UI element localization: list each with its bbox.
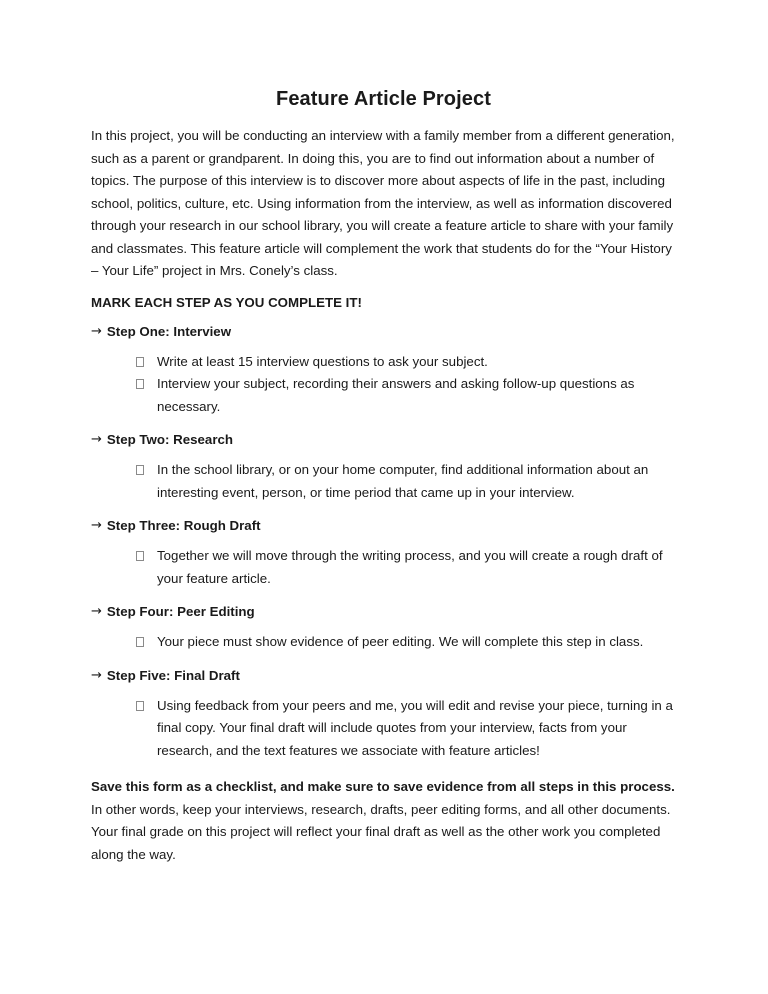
arrow-right-icon: → (91, 604, 102, 619)
step-heading (91, 432, 676, 447)
task-text: Write at least 15 interview questions to ask your subject. (157, 353, 488, 369)
step-five (91, 668, 676, 763)
arrow-right-icon: → (91, 323, 102, 339)
step-title: Step Five: Final Draft (106, 667, 240, 683)
closing-paragraph (91, 776, 676, 866)
task-text: Your piece must show evidence of peer editing. We will complete this step in class. (157, 634, 644, 649)
step-four (91, 604, 676, 654)
step-heading (91, 518, 676, 533)
task-list (91, 459, 676, 504)
task-text: Using feedback from your peers and me, you will edit and revise your piece, turning in a final copy. Your final draft will include quotes from your interview, facts from your research, and the text features we associate with feature articles! (157, 697, 673, 758)
task-item (136, 631, 676, 654)
checkbox-icon[interactable] (136, 701, 144, 711)
mark-steps-instruction: MARK EACH STEP AS YOU COMPLETE IT! (91, 294, 362, 310)
task-text: Interview your subject, recording their answers and asking follow-up questions as necessary. (157, 376, 635, 414)
arrow-right-icon: → (91, 667, 102, 683)
task-item (136, 373, 676, 418)
step-one (91, 324, 676, 419)
checkbox-icon[interactable] (136, 379, 144, 389)
closing-text: In other words, keep your interviews, research, drafts, peer editing forms, and all other documents. Your final grade on this project will reflect your final draft as well as the other work you completed along the way. (91, 801, 671, 862)
task-item (136, 459, 676, 504)
step-title: Step Four: Peer Editing (106, 604, 255, 619)
task-list (91, 545, 676, 590)
checkbox-icon[interactable] (136, 637, 144, 647)
checkbox-icon[interactable] (136, 465, 144, 475)
step-three (91, 518, 676, 590)
checkbox-icon[interactable] (136, 551, 144, 561)
task-list (91, 695, 676, 763)
task-text: Together we will move through the writing process, and you will create a rough draft of your feature article. (157, 548, 663, 586)
task-item (136, 695, 676, 763)
step-title: Step Two: Research (106, 432, 234, 447)
step-two (91, 432, 676, 504)
step-heading (91, 324, 676, 339)
task-list (91, 631, 676, 654)
step-title: Step Three: Rough Draft (106, 518, 261, 533)
step-heading (91, 604, 676, 619)
task-list (91, 351, 676, 419)
step-heading (91, 668, 676, 683)
closing-emphasis: Save this form as a checklist, and make sure to save evidence from all steps in this process. (91, 779, 675, 794)
step-title: Step One: Interview (106, 323, 232, 339)
task-item (136, 351, 676, 374)
page-title: Feature Article Project (276, 88, 491, 110)
checkbox-icon[interactable] (136, 357, 144, 367)
arrow-right-icon: → (91, 432, 102, 447)
arrow-right-icon: → (91, 518, 102, 533)
task-item (136, 545, 676, 590)
task-text: In the school library, or on your home computer, find additional information about an interesting event, person, or time period that came up in your interview. (157, 462, 649, 500)
intro-paragraph: In this project, you will be conducting an interview with a family member from a different generation, such as a parent or grandparent. In doing this, you are to find out information about a number of topics. The purpose of this interview is to discover more about aspects of life in the past, including school, politics, culture, etc. Using information from the interview, as well as information discovered through your research in our school library, you will create a feature article to share with your family and classmates. This feature article will complement the work that students do for the “Your History – Your Life” project in Mrs. Conely’s class. (91, 128, 675, 278)
